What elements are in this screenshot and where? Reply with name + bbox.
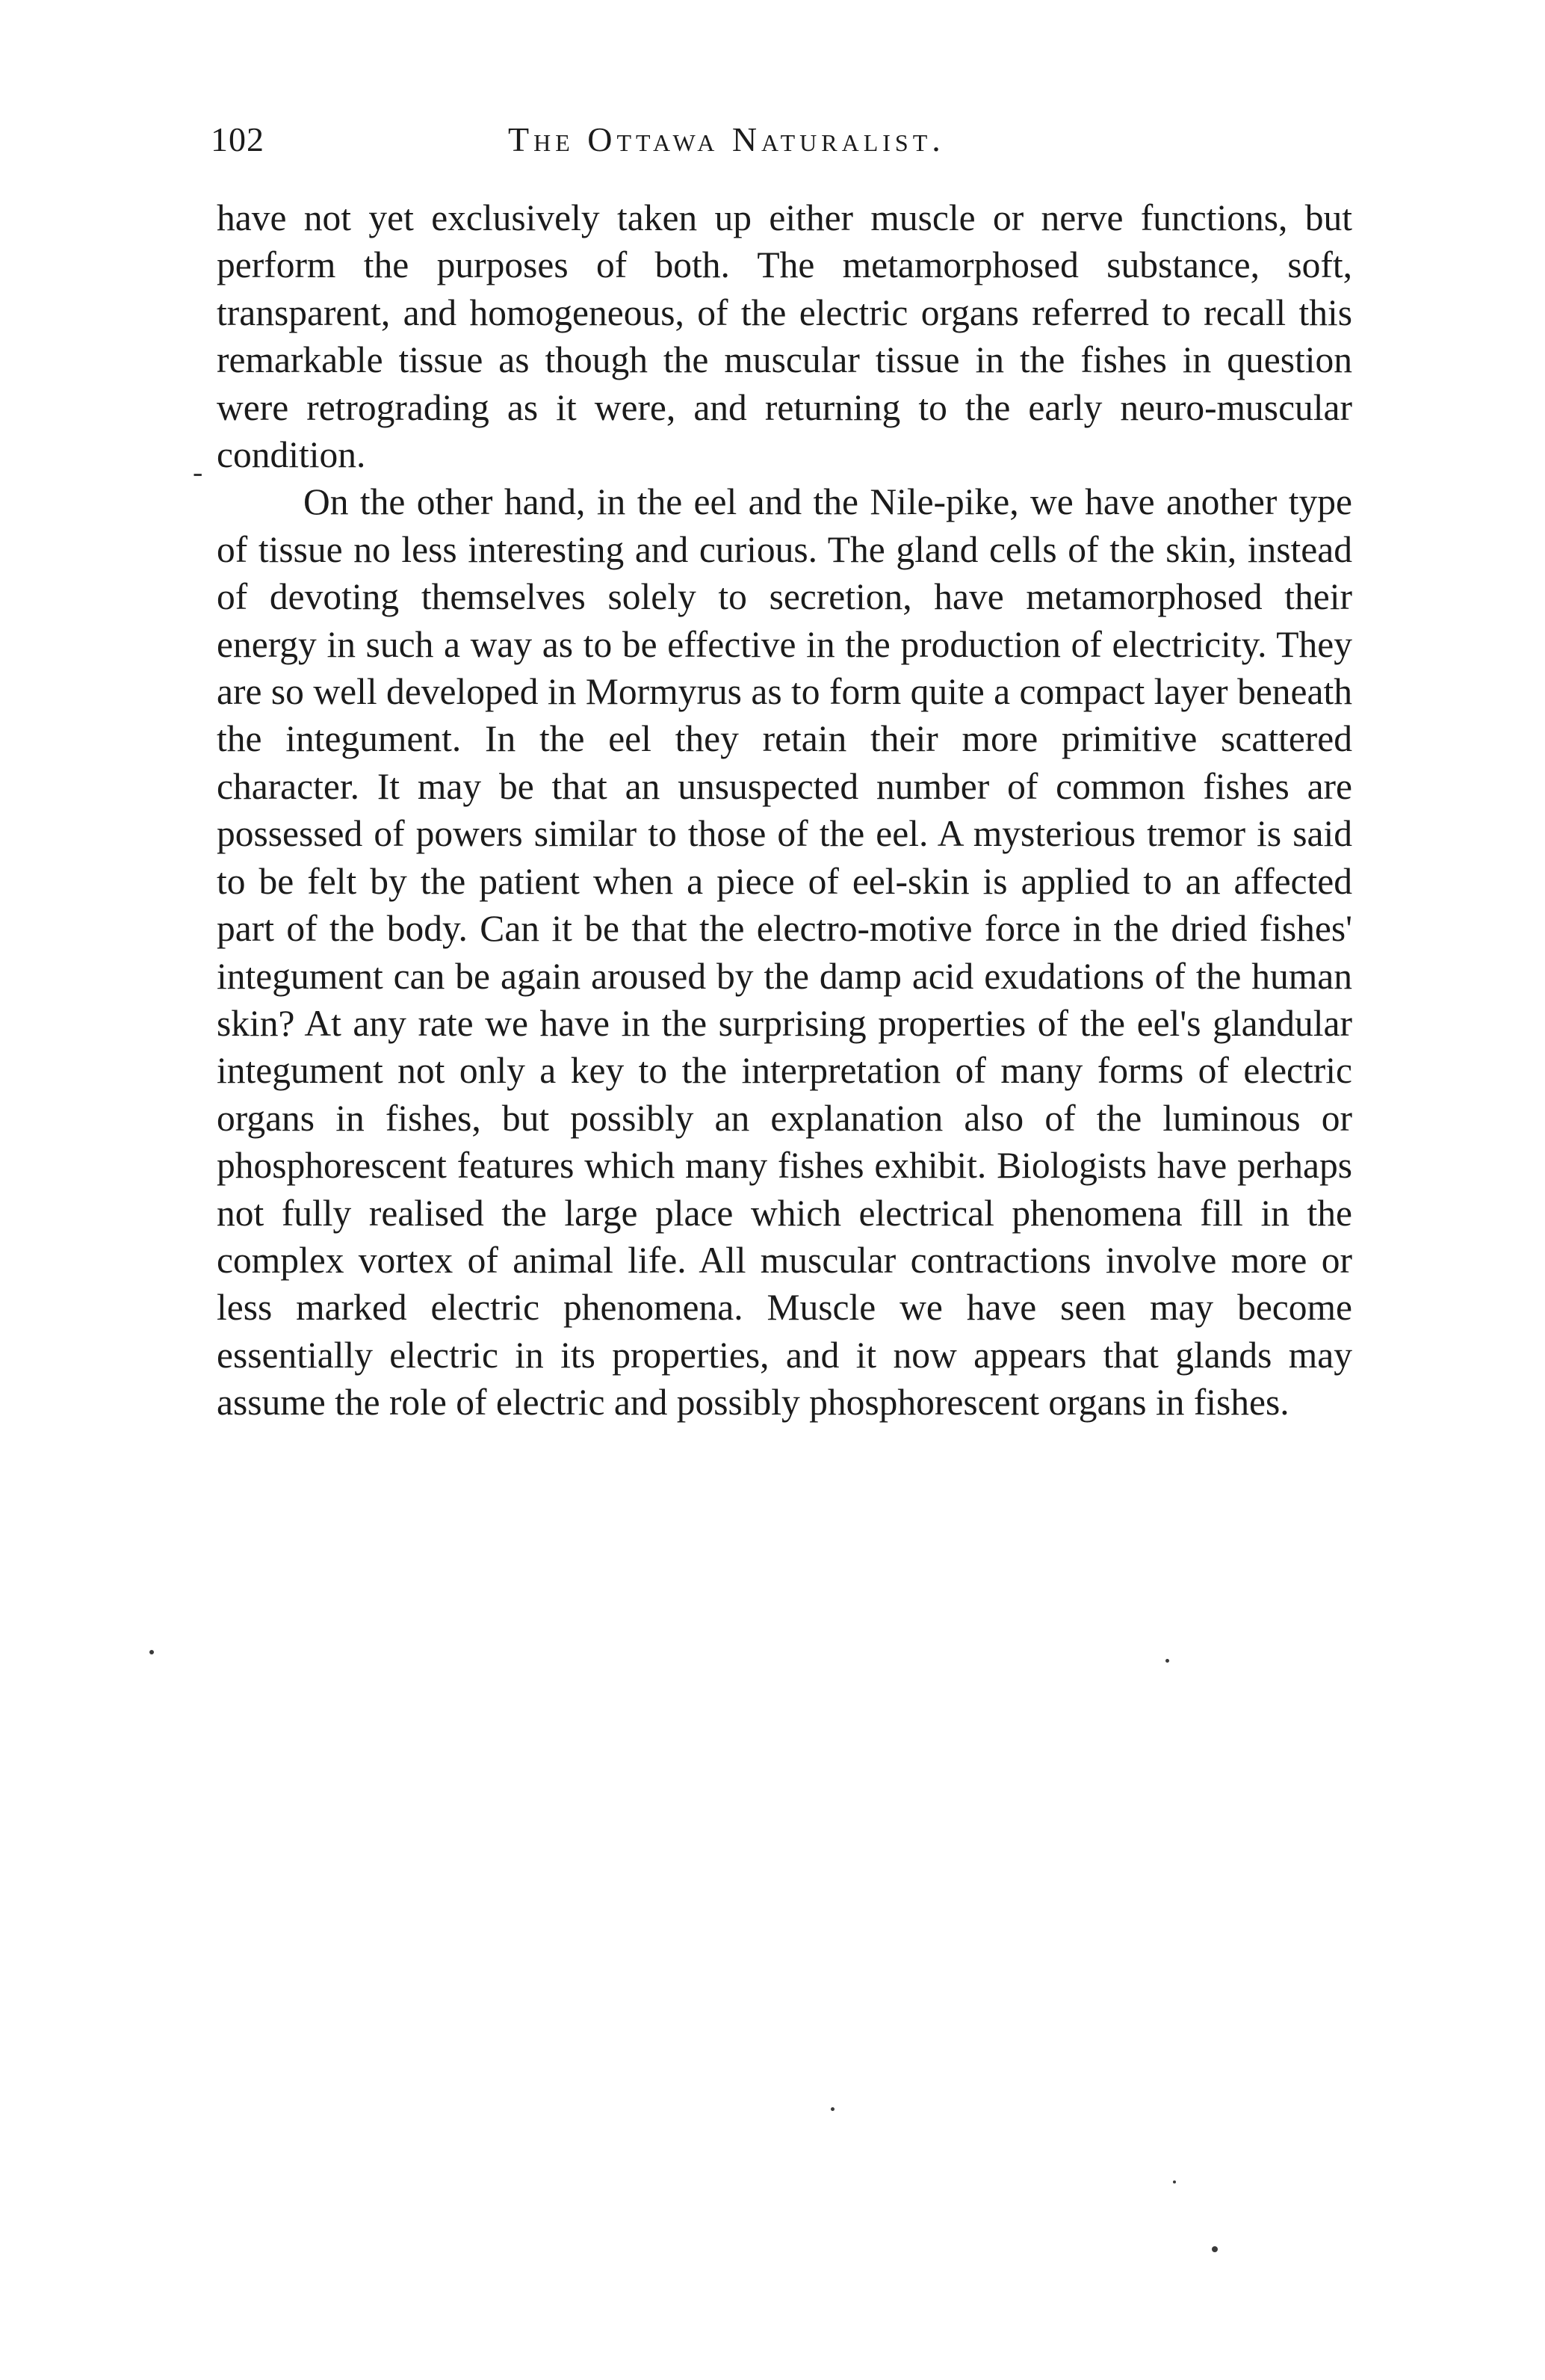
running-title: The Ottawa Naturalist.: [508, 120, 945, 158]
body-text: [217, 194, 1352, 1427]
paragraph-continued: have not yet exclusively taken up either muscle or nerve functions, but perform the purposes of both. The metamorphosed substance, soft, transparent, and homogeneous, of the electric organs referred to recall this remarkable tissue as though the muscular tissue in the fishes in question were retrograding as it were, and returning to the early neuro-muscular condition.: [217, 197, 1352, 476]
margin-tick: -: [193, 455, 203, 489]
page-number: 102: [211, 120, 264, 158]
paper-speck: [1173, 2180, 1176, 2183]
paper-speck: [149, 1650, 154, 1654]
paper-speck: [1212, 2246, 1218, 2252]
paper-speck: [831, 2107, 835, 2111]
paper-speck: [1165, 1659, 1169, 1663]
paragraph: On the other hand, in the eel and the Nile-pike, we have another type of tissue no less interesting and curious. The gland cells of the skin, instead of devoting themselves solely to secretion, have metamorphosed their energy in such a way as to be effective in the production of electricity. They are so well developed in Mormyrus as to form quite a compact layer beneath the integument. In the eel they retain their more primitive scattered character. It may be that an unsuspected number of common fishes are possessed of powers similar to those of the eel. A mysterious tremor is said to be felt by the patient when a piece of eel-skin is applied to an affected part of the body. Can it be that the electro-motive force in the dried fishes' integument can be again aroused by the damp acid exudations of the human skin? At any rate we have in the surprising properties of the eel's glandular integument not only a key to the interpretation of many forms of electric organs in fishes, but possibly an explanation also of the luminous or phosphorescent features which many fishes exhibit. Biologists have perhaps not fully realised the large place which electrical phenomena fill in the complex vortex of animal life. All muscular contractions involve more or less marked electric phenomena. Muscle we have seen may become essentially electric in its properties, and it now appears that glands may assume the role of electric and possibly phosphorescent organs in fishes.: [217, 481, 1352, 1424]
